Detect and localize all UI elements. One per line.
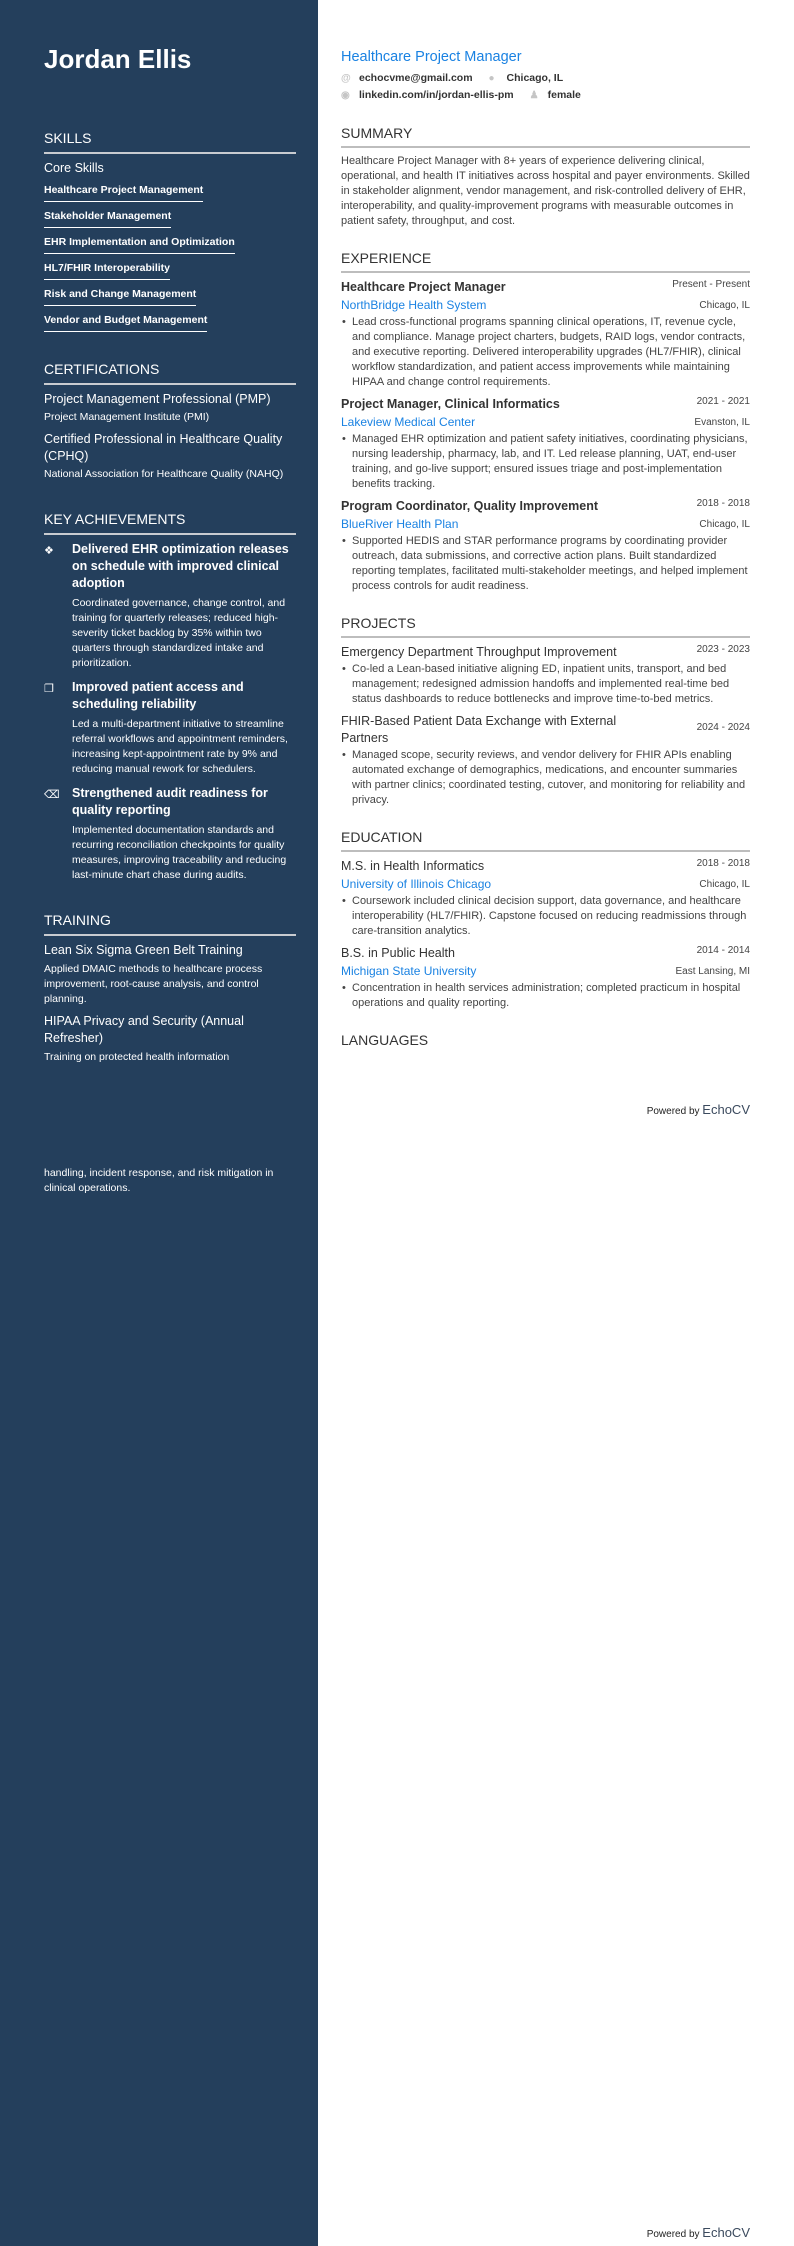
globe-icon: ◉ [341, 90, 350, 101]
training-desc: Applied DMAIC methods to healthcare process improvement, root-cause analysis, and control planning. [44, 963, 263, 1005]
company: BlueRiver Health Plan [341, 517, 459, 531]
skills-heading: SKILLS [44, 129, 296, 154]
company: Lakeview Medical Center [341, 415, 476, 429]
bullet: • Supported HEDIS and STAR performance programs by coordinating provider outreach, data submissions, and corrective action plans. Built standardized reporting templates, facilitated multi-stakeholder meetings, and helped implement process controls for audit readiness. [341, 534, 750, 594]
email-icon: @ [341, 73, 351, 84]
degree: B.S. in Public Health [341, 946, 455, 960]
project-title: Emergency Department Throughput Improvement [341, 645, 617, 659]
bullet: • Managed scope, security reviews, and vendor delivery for FHIR APIs enabling automated exchange of demographics, medications, and encounter summaries with partner clinics; coordinated testing, cutover, and monitoring for reliability and privacy. [341, 748, 750, 808]
languages-heading: LANGUAGES [341, 1032, 429, 1048]
badge-icon: ❖ [44, 545, 54, 557]
sidebar [0, 0, 318, 2246]
cert-title: Project Management Professional (PMP) [44, 392, 271, 406]
skill-item: Vendor and Budget Management [44, 313, 207, 332]
position-title: Project Manager, Clinical Informatics [341, 397, 560, 411]
backspace-icon: ⌫ [44, 789, 60, 801]
powered-by-footer [647, 1102, 750, 1117]
achievements-heading: KEY ACHIEVEMENTS [44, 510, 296, 535]
location: Chicago, IL [699, 878, 750, 890]
skill-item: HL7/FHIR Interoperability [44, 261, 170, 280]
email[interactable]: echocvme@gmail.com [359, 72, 473, 84]
job-title: Healthcare Project Manager [341, 49, 522, 65]
project-item [341, 707, 750, 808]
location: Chicago, IL [506, 72, 564, 84]
training-heading: TRAINING [44, 911, 296, 936]
dates: 2021 - 2021 [696, 396, 750, 407]
skills-group-title: Core Skills [44, 161, 104, 175]
dates: 2018 - 2018 [696, 498, 750, 509]
training-title: Lean Six Sigma Green Belt Training [44, 943, 243, 957]
training-desc-continued: handling, incident response, and risk mitigation in clinical operations. [44, 1167, 274, 1194]
project-item [341, 638, 750, 707]
bullet: • Managed EHR optimization and patient safety initiatives, coordinating physicians, nursing leadership, pharmacy, lab, and IT. Led release planning, UAT, end-user training, and go-live support; ensured issues triage and post-implementation benefits tracking. [341, 432, 750, 492]
position-title: Healthcare Project Manager [341, 280, 506, 294]
cert-issuer: Project Management Institute (PMI) [44, 411, 210, 423]
skill-item: Stakeholder Management [44, 209, 171, 228]
cert-title: Certified Professional in Healthcare Quality (CPHQ) [44, 432, 283, 463]
achievement-title: Improved patient access and scheduling reliability [72, 680, 244, 711]
location: East Lansing, MI [675, 965, 750, 977]
experience-heading: EXPERIENCE [341, 249, 750, 273]
achievement-desc: Implemented documentation standards and recurring reconciliation checkpoints for quality measures, improving traceability and reducing last-minute chart chase during audits. [72, 824, 287, 881]
achievement-item [44, 785, 296, 885]
copy-icon: ❐ [44, 683, 54, 695]
bullet: • Lead cross-functional programs spanning clinical operations, IT, revenue cycle, and compliance. Manage project charters, budgets, RAID logs, vendor contracts, and executive reporting. Delivered interoperability upgrades (HL7/FHIR), clinical workflow standardization, and patient access improvements while maintaining HIPAA and change control requirements. [341, 315, 750, 390]
dates: Present - Present [672, 279, 750, 290]
experience-item [341, 273, 750, 390]
training-title: HIPAA Privacy and Security (Annual Refresher) [44, 1014, 244, 1045]
achievement-item [44, 679, 296, 779]
main-content [341, 48, 750, 1053]
dates: 2018 - 2018 [696, 858, 750, 869]
achievement-desc: Led a multi-department initiative to streamline referral workflows and appointment reminders, increasing kept-appointment rate by 9% and reducing manual rework for schedulers. [72, 718, 288, 775]
achievement-title: Delivered EHR optimization releases on schedule with improved clinical adoption [72, 542, 289, 590]
location: Chicago, IL [699, 518, 750, 530]
project-title: FHIR-Based Patient Data Exchange with External Partners [341, 714, 617, 745]
linkedin[interactable]: linkedin.com/in/jordan-ellis-pm [359, 89, 514, 101]
experience-item [341, 492, 750, 594]
brand-logo: EchoCV [702, 1102, 750, 1117]
achievement-desc: Coordinated governance, change control, and training for quarterly releases; reduced high-severity ticket backlog by 35% within two quarters through standardized intake and prioritization. [72, 597, 286, 669]
education-heading: EDUCATION [341, 828, 750, 852]
candidate-name: Jordan Ellis [44, 44, 192, 74]
gender: female [547, 89, 581, 101]
powered-by-footer [647, 2225, 750, 2240]
dates: 2024 - 2024 [696, 721, 750, 733]
skill-item: Healthcare Project Management [44, 183, 203, 202]
brand-logo: EchoCV [702, 2225, 750, 2240]
company: NorthBridge Health System [341, 298, 487, 312]
dates: 2023 - 2023 [696, 644, 750, 655]
projects-heading: PROJECTS [341, 614, 750, 638]
location-pin-icon: ● [488, 73, 495, 84]
location: Chicago, IL [699, 299, 750, 311]
powered-by-text: Powered by [646, 1106, 700, 1117]
achievement-title: Strengthened audit readiness for quality reporting [72, 786, 268, 817]
summary-heading: SUMMARY [341, 124, 750, 148]
degree: M.S. in Health Informatics [341, 859, 485, 873]
certifications-heading: CERTIFICATIONS [44, 360, 296, 385]
experience-item [341, 390, 750, 492]
skill-item: Risk and Change Management [44, 287, 196, 306]
school: University of Illinois Chicago [341, 877, 492, 891]
summary-text: Healthcare Project Manager with 8+ years of experience delivering clinical, operational, and health IT initiatives across hospital and payer environments. Skilled in stakeholder alignment, vendor management, and risk-controlled delivery of EHR, interoperability, and quality-improvement programs with measurable outcomes in patient safety, throughput, and cost. [341, 155, 750, 227]
bullet: • Concentration in health services administration; completed practicum in hospital operations and quality reporting. [341, 981, 750, 1011]
achievement-item [44, 541, 296, 673]
education-item [341, 939, 750, 1011]
bullet: • Co-led a Lean-based initiative aligning ED, inpatient units, transport, and bed management; redesigned admission handoffs and implemented real-time bed status dashboards to reduce bottlenecks and improve time-to-bed metrics. [341, 662, 750, 707]
location: Evanston, IL [694, 416, 750, 428]
cert-issuer: National Association for Healthcare Quality (NAHQ) [44, 468, 284, 480]
school: Michigan State University [341, 964, 477, 978]
powered-by-text: Powered by [646, 2229, 700, 2240]
training-desc: Training on protected health information [44, 1051, 230, 1063]
bullet: • Coursework included clinical decision support, data governance, and healthcare interoperability (HL7/FHIR). Capstone focused on reducing readmissions through care-transition analytics. [341, 894, 750, 939]
dates: 2014 - 2014 [696, 945, 750, 956]
skill-item: EHR Implementation and Optimization [44, 235, 235, 254]
education-item [341, 852, 750, 939]
person-icon: ♟ [529, 90, 539, 101]
position-title: Program Coordinator, Quality Improvement [341, 499, 598, 513]
